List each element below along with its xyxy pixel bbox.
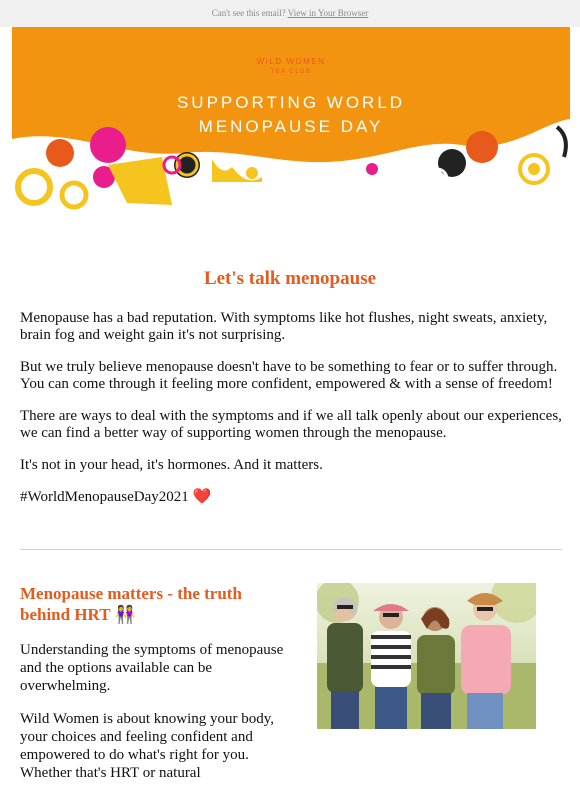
hero-title-line1: SUPPORTING WORLD bbox=[176, 93, 406, 112]
intro-body bbox=[20, 310, 565, 521]
brand-line2: TEA CLUB bbox=[270, 69, 312, 75]
hrt-heading[interactable]: Menopause matters - the truth behind HRT 👭 bbox=[20, 584, 242, 624]
intro-paragraph: It's not in your head, it's hormones. And it matters. bbox=[20, 457, 323, 473]
hrt-paragraph: Understanding the symptoms of menopause and the options available can be overwhelming. bbox=[20, 642, 284, 694]
cant-see-email-text: Can't see this email? bbox=[211, 8, 286, 18]
hero-title-line2: MENOPAUSE DAY bbox=[198, 117, 384, 136]
hero-title bbox=[12, 91, 570, 139]
hashtag-paragraph: #WorldMenopauseDay2021 ❤️ bbox=[20, 489, 212, 505]
hrt-section bbox=[20, 583, 285, 797]
hrt-paragraph: Wild Women is about knowing your body, your choices and feeling confident and empowered to do what's right for you. Whether that's HRT or natural bbox=[20, 711, 275, 781]
section-heading: Let's talk menopause bbox=[203, 268, 377, 289]
hero-banner bbox=[12, 27, 570, 215]
intro-paragraph: Menopause has a bad reputation. With symptoms like hot flushes, night sweats, anxiety, brain fog and weight gain it's not surprising. bbox=[20, 310, 548, 343]
orange-octagon-shape bbox=[46, 139, 74, 167]
intro-paragraph: But we truly believe menopause doesn't have to be something to fear or to suffer through. You can come through it feeling more confident, empowered & with a sense of freedom! bbox=[20, 359, 558, 392]
wild-women-logo bbox=[12, 57, 570, 77]
brand-line1: WILD WOMEN bbox=[256, 57, 326, 66]
browser-view-bar bbox=[0, 0, 580, 27]
view-in-browser-link[interactable]: View in Your Browser bbox=[287, 8, 369, 18]
divider bbox=[20, 549, 562, 550]
women-walking-photo[interactable] bbox=[317, 583, 536, 729]
intro-paragraph: There are ways to deal with the symptoms and if we all talk openly about our experiences, we can find a better way of supporting women through the menopause. bbox=[20, 408, 562, 441]
